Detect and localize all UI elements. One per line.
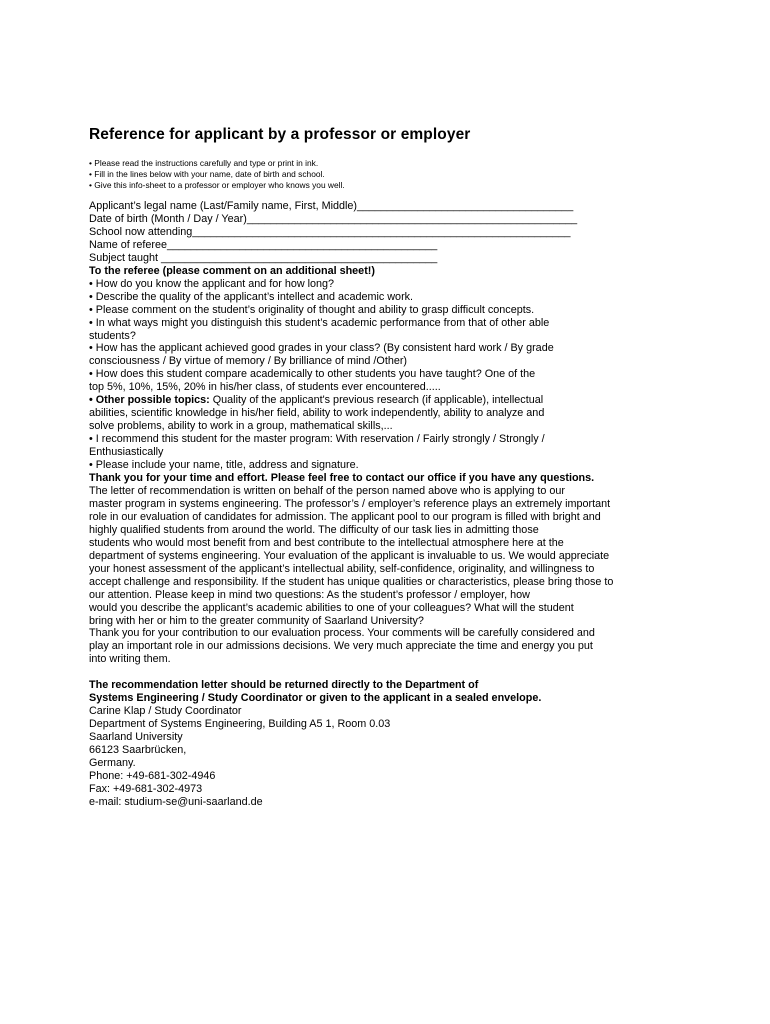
letter-line: accept challenge and responsibility. If the student has unique qualities or characteristics, please bring those to [89, 575, 614, 588]
instruction-item: • Please read the instructions carefully and type or print in ink. [89, 158, 319, 168]
page-title: Reference for applicant by a professor or employer [89, 126, 471, 143]
other-topics-text: Quality of the applicant's previous research (if applicable), intellectual [209, 394, 544, 407]
letter-line: highly qualified students from around the world. The difficulty of our task lies in admitting those [89, 523, 539, 536]
question-line: • How do you know the applicant and for how long? [89, 277, 335, 290]
field-subject-taught: Subject taught ______________________________________________ [89, 251, 438, 264]
question-line: • Please comment on the student’s originality of thought and ability to grasp difficult concepts. [89, 303, 535, 316]
email-line: e-mail: studium-se@uni-saarland.de [89, 795, 263, 808]
question-line: students? [89, 329, 136, 342]
other-topics-line: solve problems, ability to work in a group, mathematical skills,... [89, 420, 393, 433]
other-topics-label: • Other possible topics: [89, 394, 210, 407]
question-line: • Describe the quality of the applicant’s intellect and academic work. [89, 290, 414, 303]
document-page [89, 126, 689, 809]
question-line: top 5%, 10%, 15%, 20% in his/her class, of students ever encountered..... [89, 381, 441, 394]
question-line: • In what ways might you distinguish this student’s academic performance from that of other able [89, 316, 550, 329]
letter-line: Thank you for your contribution to our evaluation process. Your comments will be carefully considered and [89, 627, 595, 640]
instructions-list [89, 158, 689, 191]
spacer [89, 666, 689, 679]
address-line: Department of Systems Engineering, Building A5 1, Room 0.03 [89, 718, 391, 731]
instruction-item: • Give this info-sheet to a professor or employer who knows you well. [89, 180, 345, 190]
letter-line: The letter of recommendation is written on behalf of the person named above who is applying to our [89, 484, 565, 497]
letter-line: role in our evaluation of candidates for admission. The applicant pool to our program is filled with bright and [89, 510, 601, 523]
thanks-line: Thank you for your time and effort. Please feel free to contact our office if you have any questions. [89, 472, 595, 485]
return-instruction: Systems Engineering / Study Coordinator or given to the applicant in a sealed envelope. [89, 692, 542, 705]
referee-heading: To the referee (please comment on an additional sheet!) [89, 264, 375, 277]
letter-line: students who would most benefit from and best contribute to the intellectual atmosphere here at the [89, 536, 564, 549]
letter-line: would you describe the applicant’s academic abilities to one of your colleagues? What will the student [89, 601, 574, 614]
address-line: Germany. [89, 757, 136, 770]
address-line: Saarland University [89, 731, 183, 744]
address-line: Carine Klap / Study Coordinator [89, 705, 242, 718]
question-line: consciousness / By virtue of memory / By brilliance of mind /Other) [89, 355, 408, 368]
letter-line: our attention. Please keep in mind two questions: As the student’s professor / employer, how [89, 588, 530, 601]
letter-line: your honest assessment of the applicant’s intellectual ability, self-confidence, originality, and willingness to [89, 562, 595, 575]
address-line: 66123 Saarbrücken, [89, 744, 187, 757]
document-body [89, 200, 689, 809]
recommend-line: Enthusiastically [89, 446, 164, 459]
field-school: School now attending_______________________________________________________________ [89, 225, 571, 238]
return-instruction: The recommendation letter should be returned directly to the Department of [89, 679, 479, 692]
field-referee-name: Name of referee_____________________________________________ [89, 238, 438, 251]
include-signature-line: • Please include your name, title, address and signature. [89, 459, 359, 472]
question-line: • How has the applicant achieved good grades in your class? (By consistent hard work / By grade [89, 342, 554, 355]
recommend-line: • I recommend this student for the master program: With reservation / Fairly strongly / Strongly / [89, 433, 545, 446]
other-topics-line: abilities, scientific knowledge in his/her field, ability to work independently, ability to analyze and [89, 407, 545, 420]
field-applicant-name: Applicant’s legal name (Last/Family name, First, Middle)____________________________________ [89, 200, 574, 212]
letter-line: bring with her or him to the greater community of Saarland University? [89, 614, 424, 627]
other-topics-line [89, 394, 689, 407]
letter-line: play an important role in our admissions decisions. We very much appreciate the time and energy you put [89, 640, 593, 653]
instruction-item: • Fill in the lines below with your name, date of birth and school. [89, 169, 325, 179]
letter-line: master program in systems engineering. The professor’s / employer’s reference plays an extremely important [89, 497, 611, 510]
question-line: • How does this student compare academically to other students you have taught? One of the [89, 368, 536, 381]
letter-line: department of systems engineering. Your evaluation of the applicant is invaluable to us. We would appreciate [89, 549, 610, 562]
phone-line: Phone: +49-681-302-4946 [89, 769, 216, 782]
field-date-of-birth: Date of birth (Month / Day / Year)_______________________________________________________ [89, 212, 578, 225]
letter-line: into writing them. [89, 653, 171, 666]
fax-line: Fax: +49-681-302-4973 [89, 782, 203, 795]
